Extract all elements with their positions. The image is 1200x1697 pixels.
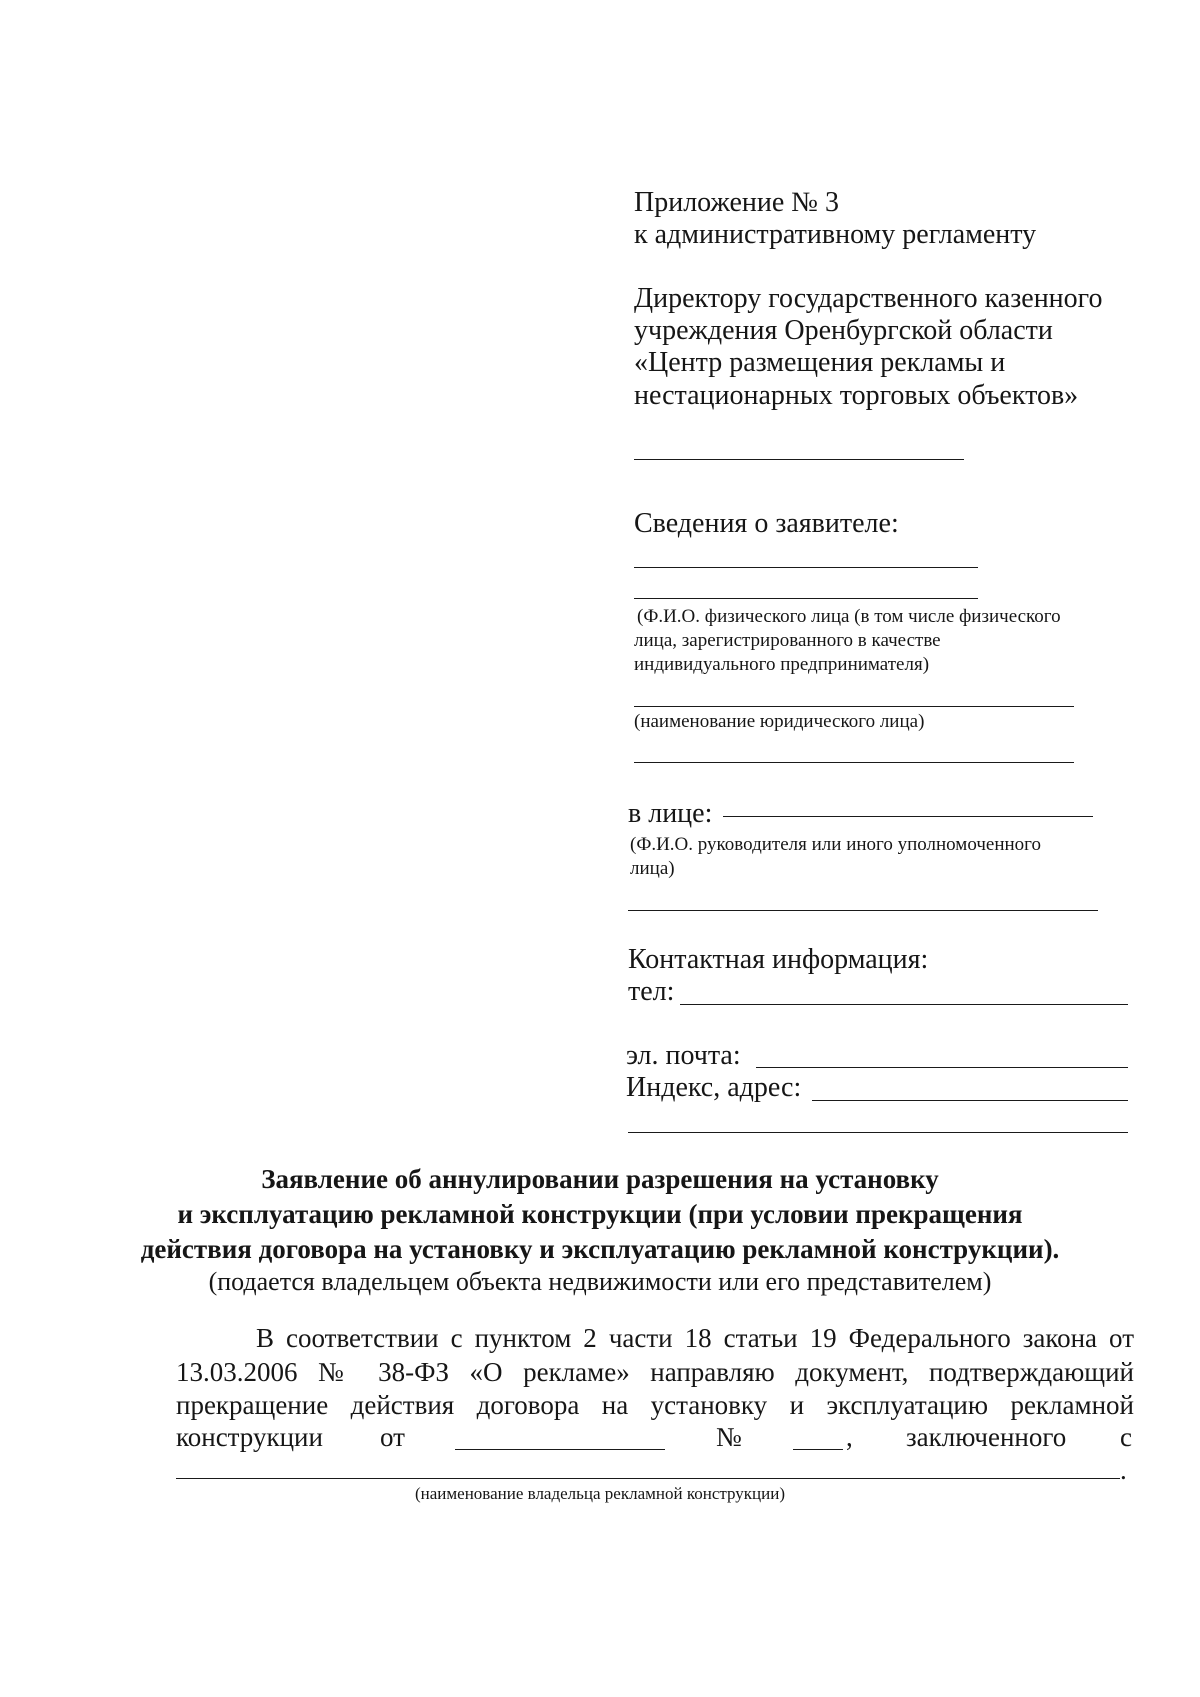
legal-entity-blank-line[interactable] — [634, 706, 1074, 707]
phone-label: тел: — [628, 976, 675, 1007]
number-sign: № — [716, 1422, 742, 1452]
signature-blank-line[interactable] — [634, 459, 964, 460]
addressee-line: Директору государственного казенного — [634, 283, 1103, 314]
legal-entity-note: (наименование юридического лица) — [634, 711, 925, 732]
body-word: с — [1120, 1422, 1132, 1452]
statement-subtitle: (подается владельцем объекта недвижимости или его представителем) — [208, 1267, 992, 1296]
in-person-label: в лице: — [628, 798, 713, 829]
address-label: Индекс, адрес: — [626, 1072, 802, 1103]
addressee-line: нестационарных торговых объектов» — [634, 380, 1079, 411]
fio-note: (Ф.И.О. физического лица (в том числе физического — [637, 606, 1061, 627]
applicant-heading: Сведения о заявителе: — [634, 508, 899, 539]
fio-note: индивидуального предпринимателя) — [634, 654, 930, 675]
statement-title: действия договора на установку и эксплуатацию рекламной конструкции). — [140, 1234, 1060, 1264]
body-word: от — [380, 1422, 405, 1452]
regulation-reference: к административному регламенту — [634, 219, 1037, 250]
address-field[interactable] — [812, 1100, 1128, 1101]
legal-entity-blank-line[interactable] — [634, 762, 1074, 763]
statement-title: и эксплуатацию рекламной конструкции (при условии прекращения — [177, 1199, 1023, 1229]
body-line: В соответствии с пунктом 2 части 18 статьи 19 Федерального закона от — [256, 1323, 1134, 1353]
body-comma: , — [846, 1422, 853, 1452]
phone-field[interactable] — [680, 1004, 1128, 1005]
body-line: прекращение действия договора на установку и эксплуатацию рекламной — [176, 1390, 1134, 1420]
body-word: заключенного — [906, 1422, 1067, 1452]
address-field-continued[interactable] — [628, 1132, 1128, 1133]
body-word: конструкции — [176, 1422, 323, 1452]
body-period: . — [1120, 1455, 1127, 1485]
email-field[interactable] — [756, 1067, 1128, 1068]
email-label: эл. почта: — [626, 1040, 741, 1071]
contract-number-field[interactable] — [793, 1449, 843, 1450]
owner-name-note: (наименование владельца рекламной конструкции) — [415, 1484, 785, 1503]
body-line: 13.03.2006 № 38-ФЗ «О рекламе» направляю документ, подтверждающий — [176, 1357, 1134, 1387]
owner-name-field[interactable] — [176, 1478, 1120, 1479]
statement-title: Заявление об аннулировании разрешения на установку — [261, 1164, 939, 1194]
head-blank-line[interactable] — [628, 910, 1098, 911]
applicant-blank-line[interactable] — [634, 598, 978, 599]
fio-note: лица, зарегистрированного в качестве — [634, 630, 941, 651]
contract-date-field[interactable] — [455, 1449, 665, 1450]
addressee-line: «Центр размещения рекламы и — [634, 347, 1006, 378]
head-note: лица) — [630, 858, 675, 879]
contacts-heading: Контактная информация: — [628, 944, 929, 975]
appendix-number: Приложение № 3 — [634, 187, 839, 218]
applicant-blank-line[interactable] — [634, 567, 978, 568]
addressee-line: учреждения Оренбургской области — [634, 315, 1053, 346]
in-person-blank-line[interactable] — [723, 816, 1093, 817]
head-note: (Ф.И.О. руководителя или иного уполномоченного — [630, 834, 1041, 855]
